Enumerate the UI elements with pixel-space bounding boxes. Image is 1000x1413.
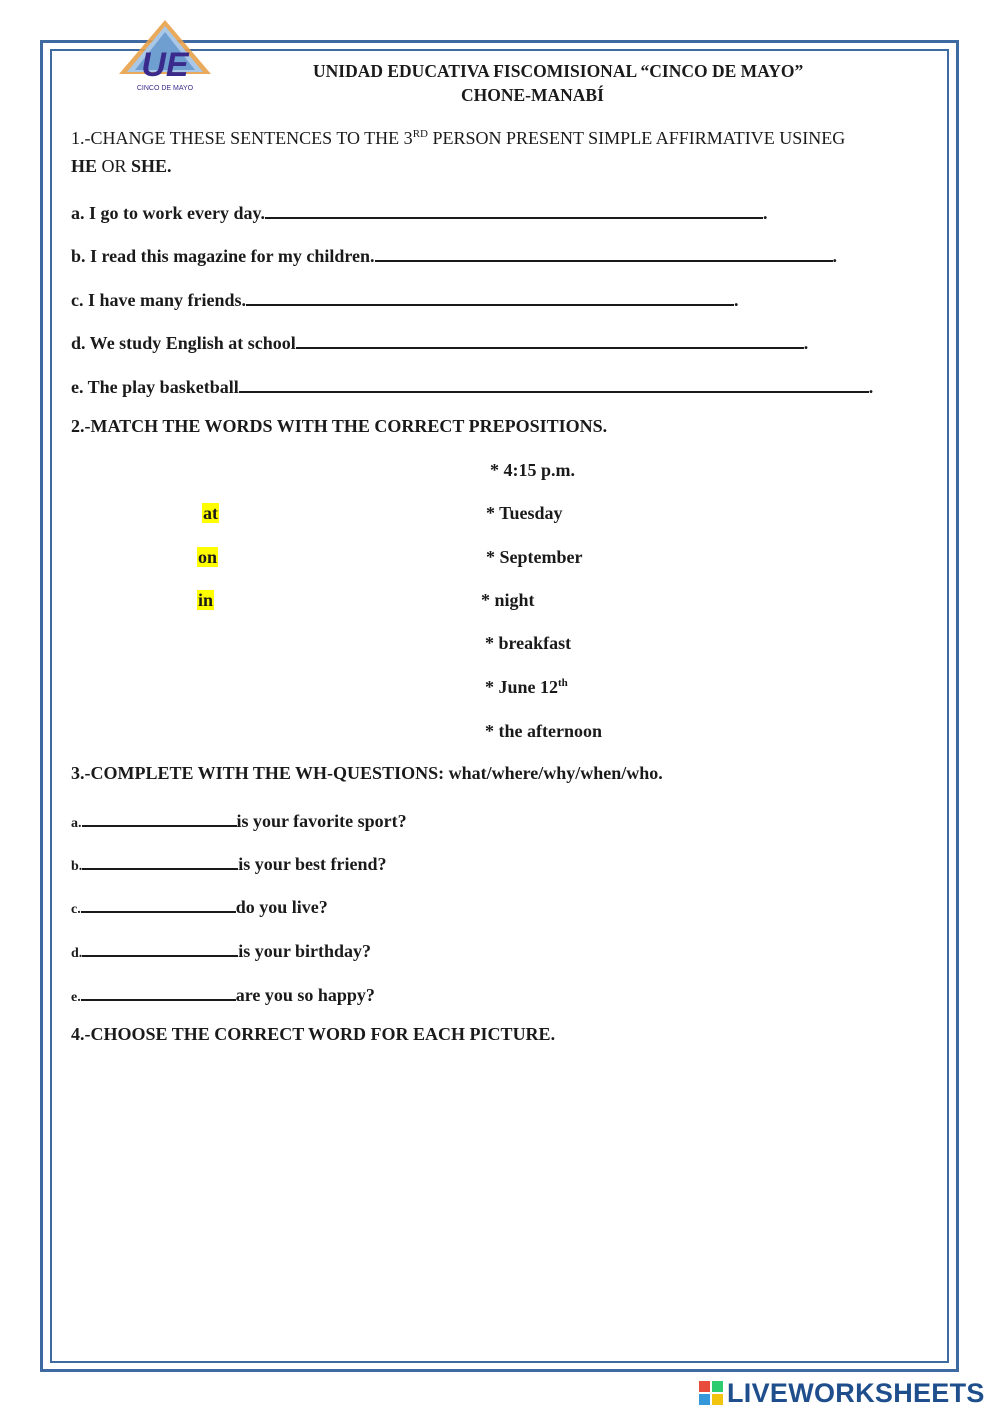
option-june-text: * June 12 [485,677,559,697]
question-a-blank[interactable] [82,807,237,827]
sentence-b-text: b. I read this magazine for my children. [71,246,375,266]
section1-ordinal: RD [412,128,428,140]
question-e-blank[interactable] [81,981,236,1001]
sentence-a-blank[interactable] [265,199,763,219]
sentence-b-blank[interactable] [375,242,833,262]
liveworksheets-brand [698,1376,985,1410]
sentence-b [71,242,837,267]
question-b-blank[interactable] [82,850,238,870]
question-a-text: is your favorite sport? [236,811,407,831]
school-location: CHONE-MANABÍ [461,85,604,105]
sentence-c-end: . [734,290,739,310]
or-word: OR [97,156,132,176]
sentence-d-blank[interactable] [296,329,804,349]
question-a-letter: a. [71,816,82,831]
question-d-blank[interactable] [82,937,238,957]
logo-subtitle: CINCO DE MAYO [136,85,194,92]
section1-instruction [71,128,845,149]
section3-title: 3.-COMPLETE WITH THE WH-QUESTIONS: what/where/why/when/who. [71,763,663,783]
sentence-e [71,373,873,398]
preposition-at[interactable] [202,503,219,524]
preposition-in[interactable] [197,590,214,611]
she-word: SHE. [131,156,172,176]
option-night[interactable]: * night [481,590,535,610]
option-time[interactable]: * 4:15 p.m. [490,460,575,480]
sentence-e-end: . [868,377,874,397]
sentence-a-text: a. I go to work every day. [71,203,265,223]
question-b-text: is your best friend? [238,854,387,874]
sentence-c [71,286,739,311]
option-tuesday[interactable]: * Tuesday [486,503,563,523]
sentence-c-blank[interactable] [246,286,734,306]
question-c-letter: c. [71,902,81,917]
question-d-letter: d. [71,946,83,961]
preposition-in-label: in [198,590,214,610]
school-name: UNIDAD EDUCATIVA FISCOMISIONAL “CINCO DE MAYO” [313,61,804,81]
option-afternoon[interactable]: * the afternoon [485,721,602,741]
option-june-suffix: th [558,677,568,689]
question-e [71,981,375,1006]
question-b-letter: b. [71,859,83,874]
he-word: HE [71,156,98,176]
preposition-on[interactable] [197,547,218,568]
section2-title: 2.-MATCH THE WORDS WITH THE CORRECT PREPOSITIONS. [71,416,608,436]
section1-prefix: 1.-CHANGE THESE SENTENCES TO THE 3 [71,128,413,148]
preposition-at-label: at [203,503,218,523]
question-c-text: do you live? [235,897,328,917]
sentence-d-text: d. We study English at school [71,333,296,353]
section4-title: 4.-CHOOSE THE CORRECT WORD FOR EACH PICTURE. [71,1024,556,1044]
school-logo [115,18,215,96]
question-b [71,850,386,875]
option-september[interactable]: * September [486,547,583,567]
question-d [71,937,371,962]
question-e-letter: e. [71,990,81,1005]
sentence-d-end: . [803,333,809,353]
option-breakfast[interactable]: * breakfast [485,633,572,653]
preposition-on-label: on [198,547,218,567]
option-june[interactable] [485,677,568,698]
section1-instruction-line2 [71,156,172,177]
section1-suffix: PERSON PRESENT SIMPLE AFFIRMATIVE USINEG [427,128,846,148]
sentence-a [71,199,767,224]
sentence-d [71,329,808,354]
question-a [71,807,407,832]
question-c [71,893,328,918]
logo-letters: UE [141,46,189,84]
sentence-b-end: . [832,246,838,266]
sentence-c-text: c. I have many friends. [71,290,246,310]
sentence-e-text: e. The play basketball [71,377,239,397]
question-e-text: are you so happy? [235,985,375,1005]
question-d-text: is your birthday? [238,941,371,961]
sentence-a-end: . [762,203,768,223]
liveworksheets-icon [698,1380,724,1406]
question-c-blank[interactable] [81,893,236,913]
sentence-e-blank[interactable] [239,373,869,393]
liveworksheets-brand-text: LIVEWORKSHEETS [727,1377,985,1408]
